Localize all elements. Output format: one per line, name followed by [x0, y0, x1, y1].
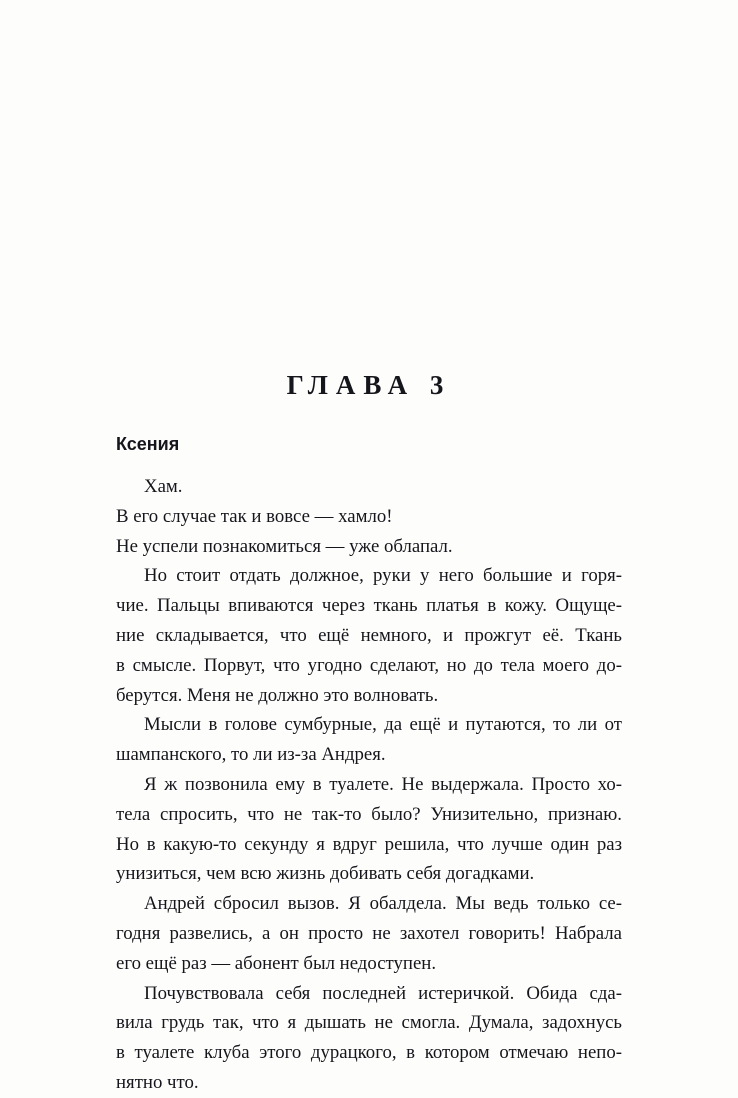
section-heading: Ксения — [116, 434, 180, 454]
text-line: ние складывается, что ещё немного, и прожгут её. Ткань — [116, 624, 622, 646]
text-line: Андрей сбросил вызов. Я обалдела. Мы ведь только се- — [144, 893, 622, 915]
chapter-title: ГЛАВА 3 — [286, 370, 452, 400]
text-line: Но в какую-то секунду я вдруг решила, что лучше один раз — [116, 833, 622, 855]
text-line: Но стоит отдать должное, руки у него большие и горя- — [144, 565, 622, 587]
text-line: вила грудь так, что я дышать не смогла. Думала, задохнусь — [116, 1012, 622, 1034]
text-line: берутся. Меня не должно это волновать. — [116, 684, 439, 706]
text-line: унизиться, чем всю жизнь добивать себя догадками. — [116, 863, 535, 885]
text-line: Я ж позвонила ему в туалете. Не выдержала. Просто хо- — [144, 773, 622, 795]
text-line: его ещё раз — абонент был недоступен. — [116, 952, 437, 974]
text-line: чие. Пальцы впиваются через ткань платья в кожу. Ощуще- — [116, 595, 622, 617]
text-line: В его случае так и вовсе — хамло! — [116, 505, 393, 527]
text-line: годня развелись, а он просто не захотел говорить! Набрала — [116, 922, 622, 944]
text-line: в смысле. Порвут, что угодно сделают, но до тела моего до- — [116, 654, 622, 676]
text-line: нятно что. — [116, 1071, 199, 1093]
text-line: Хам. — [144, 476, 183, 497]
text-line: Почувствовала себя последней истеричкой. Обида сда- — [144, 982, 622, 1004]
text-line: шампанского, то ли из-за Андрея. — [116, 744, 386, 766]
body-text — [116, 472, 622, 1098]
text-line: Мысли в голове сумбурные, да ещё и путаются, то ли от — [144, 714, 622, 736]
text-line: в туалете клуба этого дурацкого, в котором отмечаю непо- — [116, 1042, 622, 1064]
text-line: Не успели познакомиться — уже облапал. — [116, 535, 453, 557]
text-line: тела спросить, что не так-то было? Унизительно, признаю. — [116, 803, 622, 825]
